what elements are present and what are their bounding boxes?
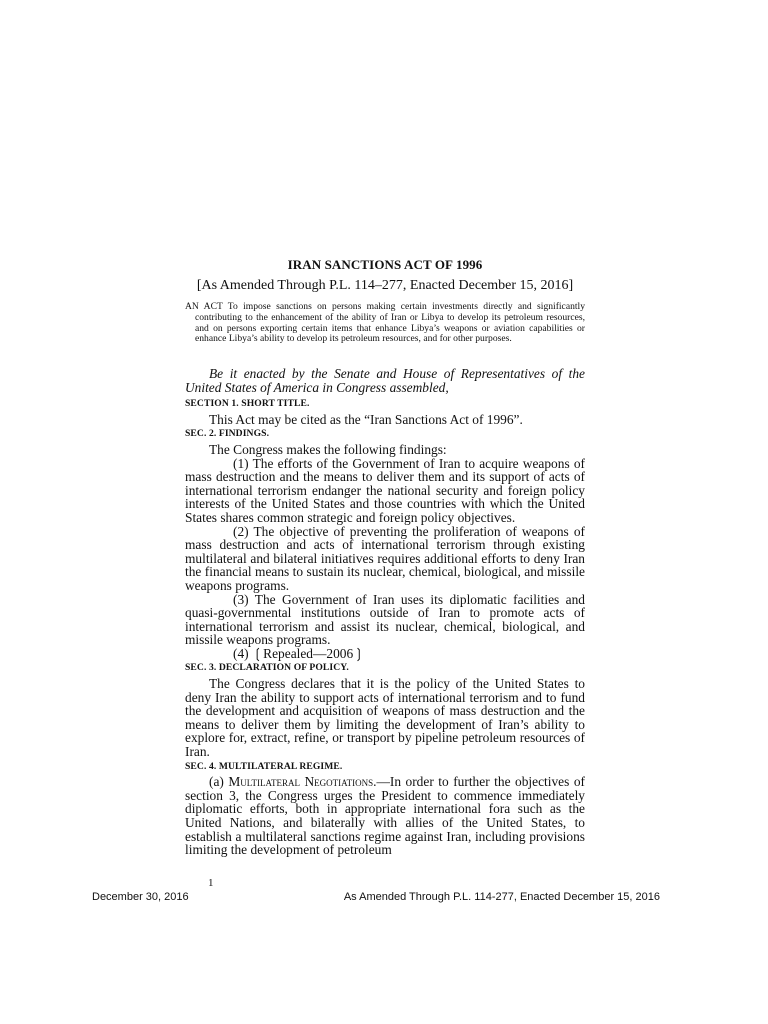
document-body [185, 258, 585, 857]
section-2-heading: SEC. 2. FINDINGS. [185, 428, 270, 440]
section-1-heading: SECTION 1. SHORT TITLE. [185, 398, 310, 410]
section-4a-body: .—In order to further the objectives of section 3, the Congress urges the President to commence immediately diplomatic efforts, both in appropriate international fora such as the United Nations, and bilaterally with allies of the United States, to establish a multilateral sanctions regime against Iran, including provisions limiting the development of petroleum [185, 774, 585, 858]
section-1-text: This Act may be cited as the “Iran Sanctions Act of 1996”. [209, 411, 523, 427]
finding-3: (3) The Government of Iran uses its diplomatic facilities and quasi-governmental institutions outside of Iran to promote acts of international terrorism and assist its nuclear, chemical, biological, and missile weapons programs. [185, 591, 585, 648]
page-number: 1 [208, 877, 214, 889]
section-4a-label: (a) [209, 774, 229, 790]
section-4-heading: SEC. 4. MULTILATERAL REGIME. [185, 760, 343, 772]
section-4a-text [185, 775, 585, 857]
footer-date: December 30, 2016 [92, 891, 189, 903]
section-3-heading: SEC. 3. DECLARATION OF POLICY. [185, 662, 349, 674]
enacting-clause: Be it enacted by the Senate and House of Representatives of the United States of America in Congress assembled, [185, 366, 585, 395]
document-subtitle: [As Amended Through P.L. 114–277, Enacted December 15, 2016] [196, 277, 574, 293]
act-purpose: AN ACT To impose sanctions on persons making certain investments directly and significantly contributing to the enhancement of the ability of Iran or Libya to develop its petroleum resources, and on persons exporting certain items that enhance Libya’s weapons or aviation capabilities or enhance Libya’s ability to develop its petroleum resources, and for other purposes. [185, 301, 585, 345]
finding-4: (4) ❲Repealed—2006❳ [233, 645, 365, 661]
finding-1: (1) The efforts of the Government of Iran to acquire weapons of mass destruction and the means to deliver them and its support of acts of international terrorism endanger the national security and foreign policy interests of the United States and those countries with which the United States shares common strategic and foreign policy objectives. [185, 455, 585, 525]
document-title: IRAN SANCTIONS ACT OF 1996 [287, 257, 483, 272]
section-2-intro: The Congress makes the following findings: [209, 441, 447, 457]
footer-amendment: As Amended Through P.L. 114-277, Enacted December 15, 2016 [343, 891, 660, 903]
section-4a-heading: Multilateral Negotiations [228, 774, 374, 790]
section-3-text: The Congress declares that it is the policy of the United States to deny Iran the ability to support acts of international terrorism and to fund the development and acquisition of weapons of mass destruction and the means to deliver them by limiting the development of Iran’s ability to explore for, extract, refine, or transport by pipeline petroleum resources of Iran. [185, 676, 585, 760]
finding-2: (2) The objective of preventing the proliferation of weapons of mass destruction and acts of international terrorism through existing multilateral and bilateral initiatives requires additional efforts to deny Iran the financial means to sustain its nuclear, chemical, biological, and missile weapons programs. [185, 523, 585, 593]
